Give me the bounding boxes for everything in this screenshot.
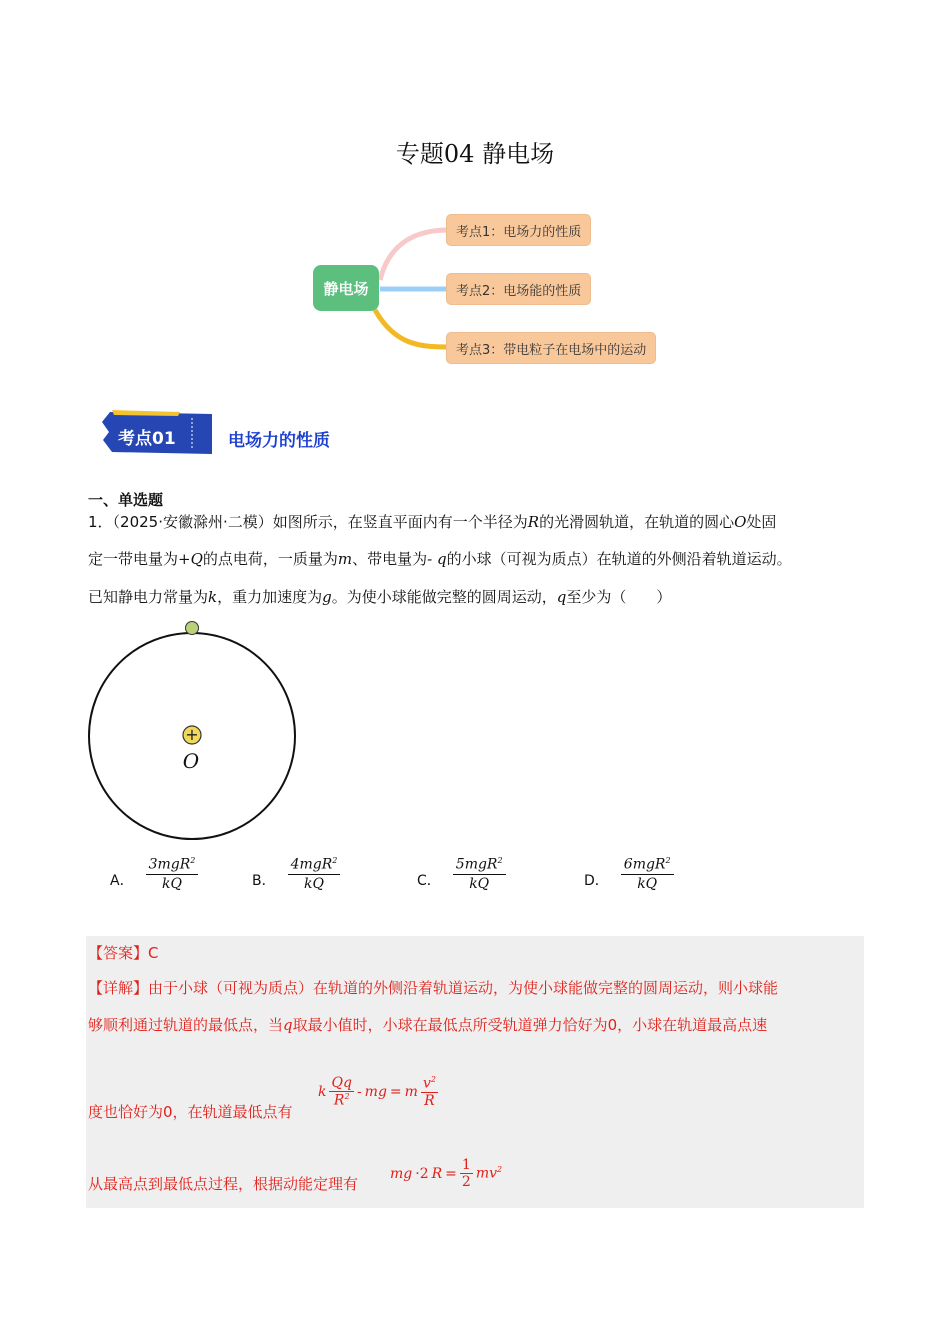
question-line-1: 1．（2025·安徽滁州·二模）如图所示，在竖直平面内有一个半径为R的光滑圆轨道，在轨道的圆心O处固 — [88, 513, 777, 531]
section-badge: 考点01 — [118, 429, 176, 449]
detail-line-4: 从最高点到最低点过程，根据动能定理有 — [88, 1175, 359, 1193]
mindmap-node-1: 考点1：电场力的性质 — [446, 214, 591, 246]
question-type-heading: 一、单选题 — [88, 491, 164, 509]
section-title: 电场力的性质 — [228, 431, 330, 451]
page-title: 专题04 静电场 — [395, 140, 555, 168]
detail-line-3: 度也恰好为0，在轨道最低点有 — [88, 1103, 293, 1121]
plus-sign: + — [185, 725, 199, 744]
question-line-3: 已知静电力常量为k，重力加速度为g。为使小球能做完整的圆周运动，q至少为（ ） — [88, 588, 672, 606]
equation-energy: mg ·2 R = $\frac{1}{2}$ $mv^2$ — [390, 1157, 503, 1190]
mindmap-node-2: 考点2：电场能的性质 — [446, 273, 591, 305]
question-line-2: 定一带电量为+Q的点电荷，一质量为m、带电量为- q的小球（可视为质点）在轨道的外侧沿着轨道运动。 — [88, 550, 792, 568]
option-a[interactable]: A． $\frac{3mgR^2}{kQ}$ — [110, 856, 198, 892]
detail-line-2: 够顺利通过轨道的最低点，当q取最小值时，小球在最低点所受轨道弹力恰好为0，小球在轨道最高点速 — [88, 1016, 768, 1034]
option-c[interactable]: C． $\frac{5mgR^2}{kQ}$ — [417, 856, 506, 892]
mindmap-node-3: 考点3：带电粒子在电场中的运动 — [446, 332, 656, 364]
ball — [186, 622, 199, 635]
answer-line: 【答案】C — [88, 944, 159, 962]
equation-lowest-point: k Qq $R^2$ - mg = m $v^2$ R — [318, 1075, 436, 1109]
option-b[interactable]: B． $\frac{4mgR^2}{kQ}$ — [252, 856, 340, 892]
option-d[interactable]: D． $\frac{6mgR^2}{kQ}$ — [584, 856, 674, 892]
circular-track-figure — [80, 615, 310, 845]
center-label-O: O — [182, 749, 200, 773]
branch-1 — [380, 230, 448, 280]
mindmap-root: 静电场 — [313, 265, 379, 311]
detail-line-1: 【详解】由于小球（可视为质点）在轨道的外侧沿着轨道运动，为使小球能做完整的圆周运动，则小球能 — [88, 979, 779, 997]
branch-3 — [375, 310, 448, 347]
